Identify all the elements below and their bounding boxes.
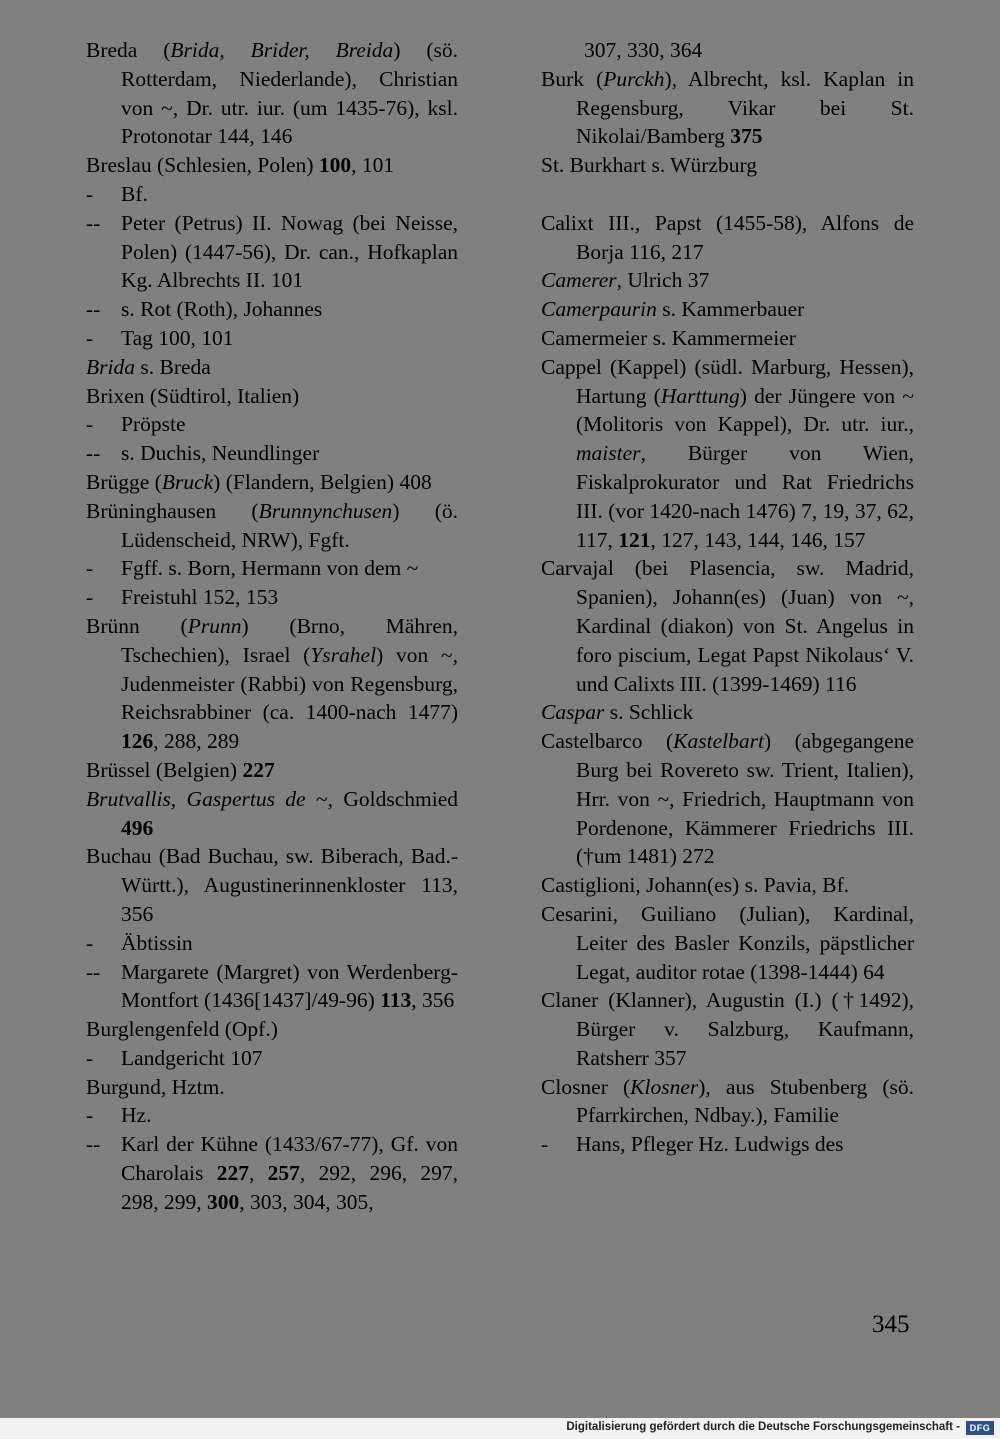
index-entry: Brüninghausen (Brunnynchusen) (ö. Lüdenscheid, NRW), Fgft. <box>86 498 458 552</box>
index-entry: Cappel (Kappel) (südl. Marburg, Hessen), Hartung (Harttung) der Jüngere von ~ (Molitoris von Kappel), Dr. utr. iur., maister, Bürger von Wien, Fiskalprokurator und Rat Friedrichs III. (vor 1420-nach 1476) 7, 19, 37, 62, 117, 121, 127, 143, 144, 146, 157 <box>541 354 914 552</box>
index-entry: - Pröpste <box>86 410 458 439</box>
index-entry: Claner (Klanner), Augustin (I.) (†1492), Bürger v. Salzburg, Kaufmann, Ratsherr 357 <box>541 988 914 1070</box>
level-dash: - <box>86 412 94 437</box>
level-dash: -- <box>86 959 101 984</box>
index-entry: - Hans, Pfleger Hz. Ludwigs des <box>541 1130 914 1159</box>
index-entry: Calixt III., Papst (1455-58), Alfons de Borja 116, 217 <box>541 210 914 264</box>
index-entry: Brixen (Südtirol, Italien) <box>86 383 300 408</box>
index-entry: Burgund, Hztm. <box>86 1074 225 1099</box>
index-entry: Brutvallis, Gaspertus de ~, Goldschmied 496 <box>86 786 458 840</box>
level-dash: - <box>86 1045 94 1070</box>
page-number: 345 <box>872 1311 910 1338</box>
index-entry: - Fgff. s. Born, Hermann von dem ~ <box>86 554 458 583</box>
index-entry: Brünn (Prunn) (Brno, Mähren, Tschechien), Israel (Ysrahel) von ~, Judenmeister (Rabbi) von Regensburg, Reichsrabbiner (ca. 1400-nach 1477) 126, 288, 289 <box>86 613 458 754</box>
index-spacer <box>541 180 914 209</box>
footer-bar <box>0 1418 1000 1439</box>
index-entry: Camerer, Ulrich 37 <box>541 268 710 293</box>
level-dash: -- <box>86 441 101 466</box>
index-entry: -- Margarete (Margret) von Werdenberg-Montfort (1436[1437]/49-96) 113, 356 <box>86 959 458 1013</box>
index-entry: Camermeier s. Kammermeier <box>541 325 796 350</box>
level-dash: -- <box>86 297 101 322</box>
footer-credit: Digitalisierung gefördert durch die Deutsche Forschungsgemeinschaft - <box>566 1421 960 1433</box>
index-entry: - Äbtissin <box>86 929 458 958</box>
index-entry: - Freistuhl 152, 153 <box>86 583 458 612</box>
index-entry: Breda (Brida, Brider, Breida) (sö. Rotterdam, Niederlande), Christian von ~, Dr. utr. iur. (um 1435-76), ksl. Protonotar 144, 146 <box>86 38 458 149</box>
index-entry: 307, 330, 364 <box>584 38 703 62</box>
index-entry: -- s. Rot (Roth), Johannes <box>86 295 458 324</box>
level-dash: - <box>86 325 94 350</box>
index-entry: -- s. Duchis, Neundlinger <box>86 439 458 468</box>
index-entry: Brida s. Breda <box>86 354 211 379</box>
index-entry: St. Burkhart s. Würzburg <box>541 153 757 178</box>
index-entry: -- Karl der Kühne (1433/67-77), Gf. von Charolais 227, 257, 292, 296, 297, 298, 299, 300, 303, 304, 305, <box>86 1132 459 1214</box>
index-entry: Burglengenfeld (Opf.) <box>86 1017 278 1042</box>
index-entry: Breslau (Schlesien, Polen) 100, 101 <box>86 153 395 178</box>
level-dash: -- <box>86 1132 101 1157</box>
level-dash: -- <box>86 210 101 235</box>
index-entry: Closner (Klosner), aus Stubenberg (sö. Pfarrkirchen, Ndbay.), Familie <box>541 1074 915 1128</box>
index-entry: Camerpaurin s. Kammerbauer <box>541 297 805 322</box>
index-entry: Castelbarco (Kastelbart) (abgegangene Burg bei Rovereto sw. Trient, Italien), Hrr. von ~, Friedrich, Hauptmann von Pordenone, Kämmerer Friedrichs III. (†um 1481) 272 <box>541 729 914 869</box>
level-dash: - <box>86 1103 94 1128</box>
index-entry: Buchau (Bad Buchau, sw. Biberach, Bad.-Württ.), Augustinerinnenkloster 113, 356 <box>86 844 458 926</box>
index-entry: - Landgericht 107 <box>86 1044 458 1073</box>
level-dash: - <box>541 1132 549 1157</box>
index-entry: -- Peter (Petrus) II. Nowag (bei Neisse, Polen) (1447-56), Dr. can., Hofkaplan Kg. Albrechts II. 101 <box>86 210 458 293</box>
index-entry: - Tag 100, 101 <box>86 324 458 353</box>
index-entry: - Hz. <box>86 1101 458 1130</box>
index-entry: Castiglioni, Johann(es) s. Pavia, Bf. <box>541 873 850 898</box>
index-entry: Burk (Purckh), Albrecht, ksl. Kaplan in Regensburg, Vikar bei St. Nikolai/Bamberg 375 <box>541 66 914 149</box>
index-entry: Carvajal (bei Plasencia, sw. Madrid, Spanien), Johann(es) (Juan) von ~, Kardinal (diakon) von St. Angelus in foro piscium, Legat Papst Nikolaus‘ V. und Calixts III. (1399-1469) 116 <box>541 556 914 696</box>
level-dash: - <box>86 930 94 955</box>
index-entry: Brüssel (Belgien) 227 <box>86 757 275 782</box>
index-entry: Brügge (Bruck) (Flandern, Belgien) 408 <box>86 469 432 494</box>
dfg-logo: DFG <box>966 1421 994 1435</box>
level-dash: - <box>86 181 94 206</box>
index-entry: Cesarini, Guiliano (Julian), Kardinal, Leiter des Basler Konzils, päpstlicher Legat, auditor rotae (1398-1444) 64 <box>541 901 914 984</box>
index-column-left <box>86 36 458 1217</box>
level-dash: - <box>86 585 94 610</box>
index-column-right <box>541 36 914 1159</box>
level-dash: - <box>86 556 94 581</box>
index-entry: - Bf. <box>86 180 458 209</box>
index-entry: Caspar s. Schlick <box>541 700 694 725</box>
